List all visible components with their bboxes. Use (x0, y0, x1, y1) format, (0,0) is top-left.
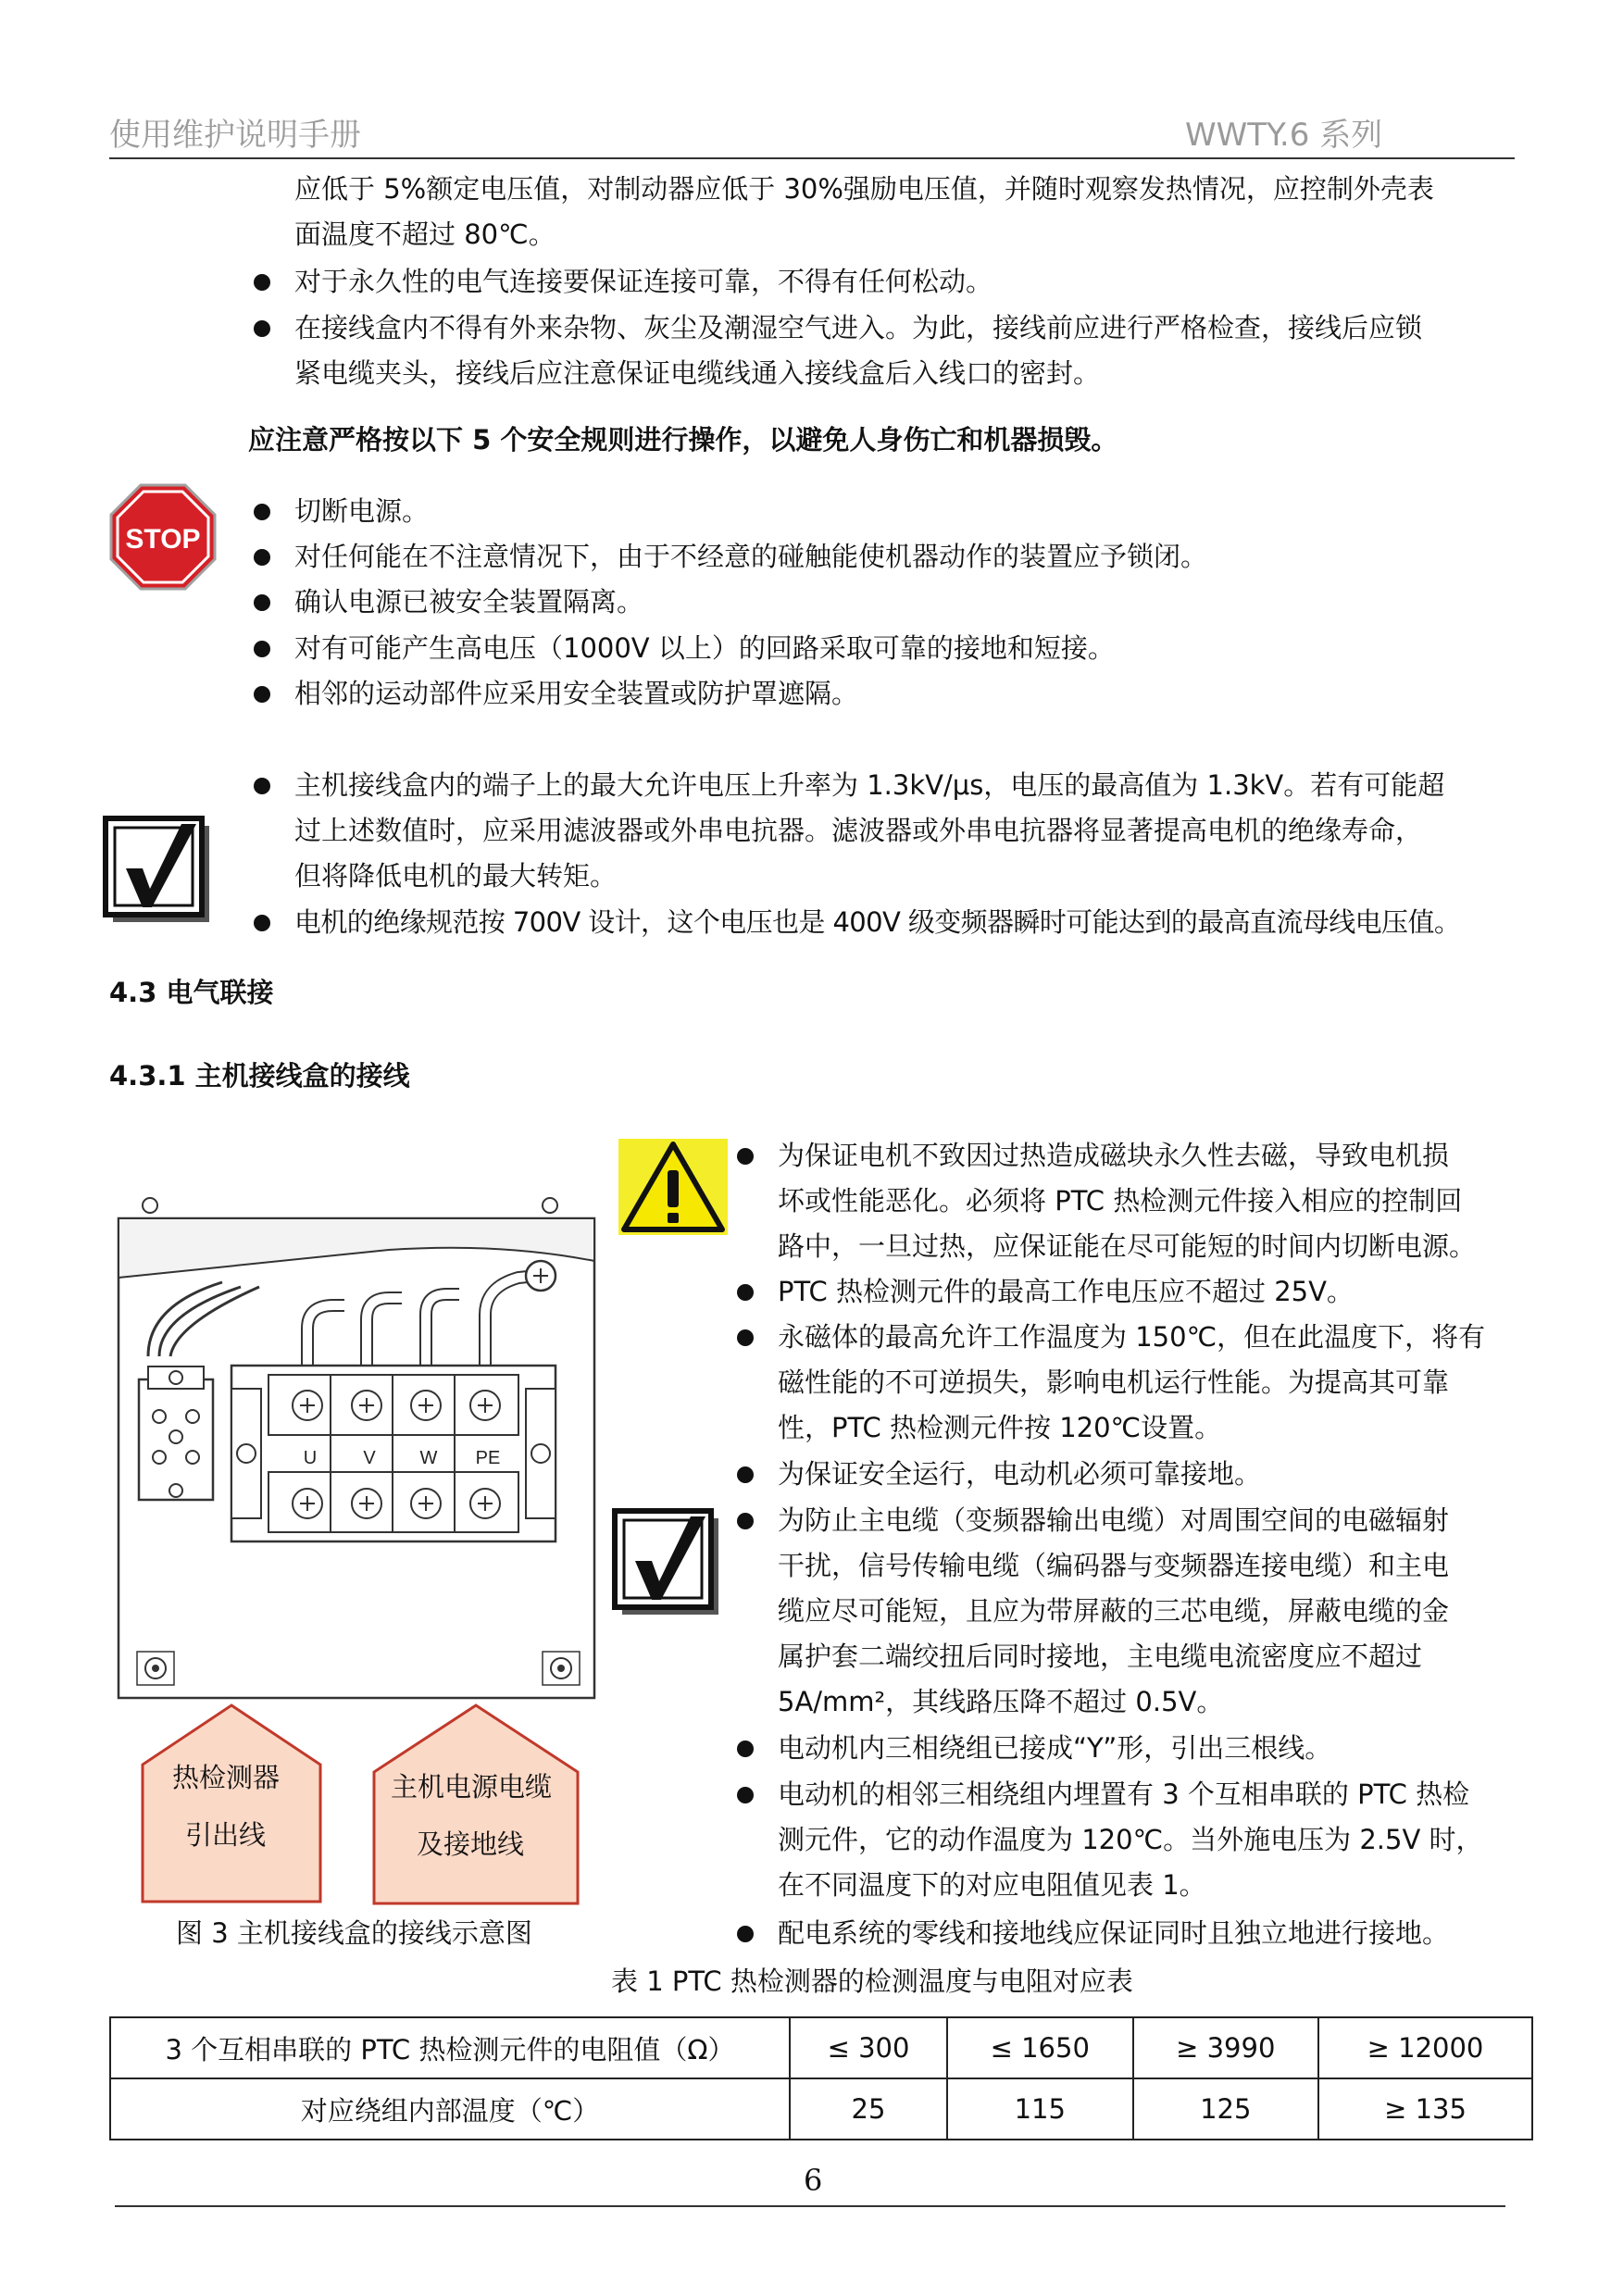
table-cell: ≥ 12000 (1318, 2017, 1532, 2078)
label-left-line: 热检测器 (172, 1762, 281, 1793)
section-heading: 4.3 电气联接 (109, 977, 274, 1008)
bullet-dot (254, 504, 270, 520)
right-bullet-line: 永磁体的最高允许工作温度为 150℃，但在此温度下，将有 (778, 1321, 1486, 1353)
intro-bullet: 在接线盒内不得有外来杂物、灰尘及潮湿空气进入。为此，接线前应进行严格检查，接线后应锁 (294, 312, 1423, 343)
table-row (110, 2078, 1532, 2140)
bullet-dot (254, 549, 270, 566)
terminal-label-pe: PE (475, 1448, 501, 1468)
header-series: WWTY.6 系列 (1185, 117, 1383, 154)
bullet-dot (254, 641, 270, 657)
label-right-line: 主机电源电缆 (391, 1771, 553, 1803)
right-bullet-line: 坏或性能恶化。必须将 PTC 热检测元件接入相应的控制回 (778, 1185, 1463, 1217)
subsection-heading: 4.3.1 主机接线盒的接线 (109, 1060, 410, 1092)
note-line: 电机的绝缘规范按 700V 设计，这个电压也是 400V 级变频器瞬时可能达到的最高直流母线电压值。 (294, 906, 1461, 938)
table-cell: 3 个互相串联的 PTC 热检测元件的电阻值（Ω） (110, 2017, 790, 2078)
table-cell: ≤ 300 (790, 2017, 947, 2078)
bullet-dot (254, 686, 270, 703)
intro-bullet: 紧电缆夹头，接线后应注意保证电缆线通入接线盒后入线口的密封。 (294, 357, 1101, 389)
right-bullet-line: 配电系统的零线和接地线应保证同时且独立地进行接地。 (778, 1917, 1450, 1949)
bullet-dot (254, 594, 270, 611)
right-bullet-line: 路中，一旦过热，应保证能在尽可能短的时间内切断电源。 (778, 1230, 1477, 1262)
safety-rule: 对任何能在不注意情况下，由于不经意的碰触能使机器动作的装置应予锁闭。 (294, 541, 1208, 572)
checkbox-check-icon (611, 1507, 724, 1620)
label-right-line: 及接地线 (417, 1828, 525, 1860)
safety-rule: 切断电源。 (294, 495, 430, 527)
bullet-dot (737, 1513, 754, 1529)
right-bullet-line: 性，PTC 热检测元件按 120℃设置。 (778, 1412, 1222, 1443)
note-line: 但将降低电机的最大转矩。 (294, 860, 618, 892)
header-title: 使用维护说明手册 (109, 117, 361, 154)
terminal-label-v: V (363, 1448, 376, 1468)
table-cell: ≥ 3990 (1133, 2017, 1319, 2078)
safety-rule: 对有可能产生高电压（1000V 以上）的回路采取可靠的接地和短接。 (294, 632, 1115, 664)
right-bullet-line: 为保证安全运行，电动机必须可靠接地。 (778, 1458, 1262, 1490)
stop-sign-icon (109, 483, 217, 591)
table-caption: 表 1 PTC 热检测器的检测温度与电阻对应表 (611, 1965, 1133, 1997)
safety-heading: 应注意严格按以下 5 个安全规则进行操作，以避免人身伤亡和机器损毁。 (248, 424, 1118, 455)
bullet-dot (737, 1741, 754, 1757)
bullet-dot (254, 320, 270, 337)
bullet-dot (737, 1284, 754, 1301)
intro-line: 面温度不超过 80℃。 (294, 218, 556, 250)
intro-line: 应低于 5%额定电压值，对制动器应低于 30%强励电压值，并随时观察发热情况，应控制外壳表 (294, 173, 1434, 205)
safety-rule: 相邻的运动部件应采用安全装置或防护罩遮隔。 (294, 678, 859, 709)
intro-bullet: 对于永久性的电气连接要保证连接可靠，不得有任何松动。 (294, 266, 993, 297)
checkbox-check-icon (102, 815, 215, 928)
table-cell: 25 (790, 2078, 947, 2140)
table-cell: ≥ 135 (1318, 2078, 1532, 2140)
note-line: 过上述数值时，应采用滤波器或外串电抗器。滤波器或外串电抗器将显著提高电机的绝缘寿命， (294, 815, 1423, 846)
right-bullet-line: 为保证电机不致因过热造成磁块永久性去磁，导致电机损 (778, 1140, 1450, 1171)
right-bullet-line: 5A/mm²，其线路压降不超过 0.5V。 (778, 1686, 1224, 1717)
header-rule (109, 157, 1515, 159)
bullet-dot (737, 1926, 754, 1942)
right-bullet-line: 测元件，它的动作温度为 120℃。当外施电压为 2.5V 时， (778, 1824, 1483, 1855)
bullet-dot (737, 1329, 754, 1346)
terminal-label-u: U (303, 1448, 318, 1468)
right-bullet-line: PTC 热检测元件的最高工作电压应不超过 25V。 (778, 1276, 1354, 1307)
ptc-table (109, 2016, 1533, 2140)
bullet-dot (254, 915, 270, 931)
right-bullet-line: 干扰，信号传输电缆（编码器与变频器连接电缆）和主电 (778, 1550, 1450, 1581)
bullet-dot (254, 274, 270, 291)
table-cell: 125 (1133, 2078, 1319, 2140)
table-cell: 115 (947, 2078, 1133, 2140)
label-left-line: 引出线 (185, 1819, 267, 1851)
label-thermal-detector (139, 1702, 324, 1905)
table-row (110, 2017, 1532, 2078)
right-bullet-line: 电动机的相邻三相绕组内埋置有 3 个互相串联的 PTC 热检 (778, 1778, 1470, 1810)
bullet-dot (737, 1466, 754, 1483)
right-bullet-line: 磁性能的不可逆损失，影响电机运行性能。为提高其可靠 (778, 1366, 1450, 1398)
bullet-dot (737, 1148, 754, 1165)
warning-icon (618, 1139, 728, 1235)
bullet-dot (254, 778, 270, 794)
bullet-dot (737, 1787, 754, 1803)
safety-rule: 确认电源已被安全装置隔离。 (294, 586, 644, 618)
table-cell: 对应绕组内部温度（℃） (110, 2078, 790, 2140)
note-line: 主机接线盒内的端子上的最大允许电压上升率为 1.3kV/μs，电压的最高值为 1.3kV。若有可能超 (294, 769, 1445, 801)
right-bullet-line: 电动机内三相绕组已接成“Y”形，引出三根线。 (778, 1732, 1332, 1764)
right-bullet-line: 在不同温度下的对应电阻值见表 1。 (778, 1869, 1206, 1901)
footer-rule (115, 2205, 1505, 2207)
right-bullet-line: 缆应尽可能短，且应为带屏蔽的三芯电缆，屏蔽电缆的金 (778, 1595, 1450, 1627)
figure-caption: 图 3 主机接线盒的接线示意图 (176, 1917, 532, 1949)
table-cell: ≤ 1650 (947, 2017, 1133, 2078)
terminal-box-diagram (111, 1194, 602, 1703)
stop-label: STOP (125, 524, 201, 555)
page-number: 6 (804, 2163, 823, 2198)
right-bullet-line: 为防止主电缆（变频器输出电缆）对周围空间的电磁辐射 (778, 1504, 1450, 1536)
terminal-label-w: W (419, 1448, 438, 1468)
right-bullet-line: 属护套二端绞扭后同时接地，主电缆电流密度应不超过 (778, 1641, 1423, 1672)
